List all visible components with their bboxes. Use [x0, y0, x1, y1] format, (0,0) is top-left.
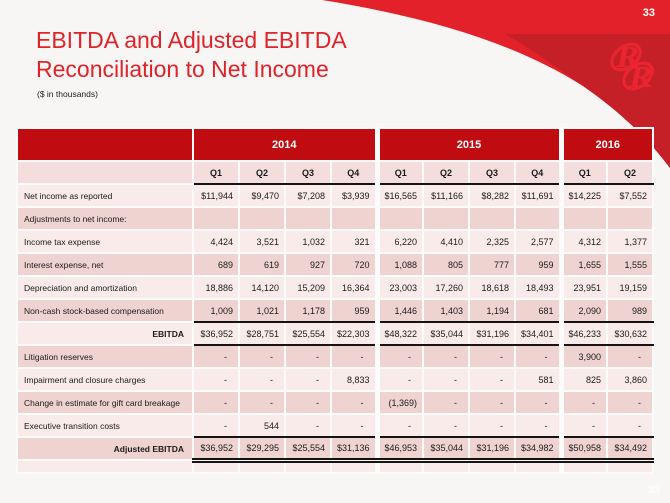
quarter-header: Q4 — [331, 161, 377, 184]
table-row — [17, 437, 653, 460]
cell-value: 777 — [469, 253, 515, 276]
table-row — [17, 184, 653, 207]
table-row-empty — [17, 460, 653, 473]
cell-value: 17,260 — [423, 276, 469, 299]
table-row — [17, 345, 653, 368]
cell-value: - — [193, 391, 239, 414]
cell-value: 1,178 — [285, 299, 331, 322]
year-header: 2016 — [561, 128, 653, 161]
cell-value: 4,410 — [423, 230, 469, 253]
cell-value: - — [285, 368, 331, 391]
cell-value: 3,900 — [561, 345, 607, 368]
quarter-row-label-cell — [17, 161, 193, 184]
cell-value: 1,655 — [561, 253, 607, 276]
table-corner-cell — [17, 128, 193, 161]
cell-value: 321 — [331, 230, 377, 253]
quarter-header: Q2 — [239, 161, 285, 184]
cell-value: - — [239, 368, 285, 391]
cell-value: $34,401 — [515, 322, 561, 345]
cell-value: $28,751 — [239, 322, 285, 345]
cell-value: 1,555 — [607, 253, 653, 276]
slide-title-line1: EBITDA and Adjusted EBITDA — [36, 27, 347, 53]
logo-letter-2: R — [630, 63, 653, 94]
cell-value — [193, 460, 239, 473]
year-header: 2015 — [377, 128, 561, 161]
cell-value: 959 — [515, 253, 561, 276]
table-row-years — [17, 128, 653, 161]
slide-subtitle: ($ in thousands) — [37, 89, 98, 99]
cell-value: - — [193, 345, 239, 368]
row-label: EBITDA — [17, 322, 193, 345]
cell-value: - — [607, 345, 653, 368]
cell-value — [561, 460, 607, 473]
cell-value: $16,565 — [377, 184, 423, 207]
cell-value: 720 — [331, 253, 377, 276]
cell-value: $11,944 — [193, 184, 239, 207]
cell-value: 18,493 — [515, 276, 561, 299]
cell-value: 8,833 — [331, 368, 377, 391]
cell-value — [469, 460, 515, 473]
cell-value: - — [607, 391, 653, 414]
cell-value — [331, 460, 377, 473]
cell-value: 1,194 — [469, 299, 515, 322]
cell-value: $25,554 — [285, 437, 331, 460]
cell-value: 1,088 — [377, 253, 423, 276]
row-label — [17, 460, 193, 473]
cell-value: 1,446 — [377, 299, 423, 322]
quarter-header: Q2 — [423, 161, 469, 184]
cell-value: 23,951 — [561, 276, 607, 299]
row-label: Depreciation and amortization — [17, 276, 193, 299]
cell-value: $8,282 — [469, 184, 515, 207]
cell-value: 2,577 — [515, 230, 561, 253]
red-robin-logo — [604, 36, 660, 96]
cell-value: 18,886 — [193, 276, 239, 299]
cell-value: 825 — [561, 368, 607, 391]
cell-value: 1,032 — [285, 230, 331, 253]
cell-value: - — [331, 391, 377, 414]
table-row — [17, 276, 653, 299]
cell-value: 989 — [607, 299, 653, 322]
page-number-top: 33 — [642, 7, 655, 19]
page-number-bottom: 33 — [647, 484, 660, 496]
cell-value — [469, 207, 515, 230]
cell-value: - — [469, 368, 515, 391]
quarter-header: Q2 — [607, 161, 653, 184]
row-label: Adjusted EBITDA — [17, 437, 193, 460]
logo-letter-1: R — [617, 43, 640, 74]
slide-title — [36, 26, 347, 84]
quarter-header: Q1 — [561, 161, 607, 184]
cell-value: - — [239, 345, 285, 368]
cell-value: - — [331, 414, 377, 437]
cell-value: $36,952 — [193, 322, 239, 345]
cell-value: 2,325 — [469, 230, 515, 253]
cell-value: (1,369) — [377, 391, 423, 414]
cell-value: - — [515, 414, 561, 437]
cell-value: - — [515, 391, 561, 414]
cell-value: 16,364 — [331, 276, 377, 299]
cell-value: 4,424 — [193, 230, 239, 253]
cell-value: $34,492 — [607, 437, 653, 460]
slide-title-line2: Reconciliation to Net Income — [36, 56, 329, 82]
row-label: Net income as reported — [17, 184, 193, 207]
cell-value — [515, 460, 561, 473]
table-row — [17, 414, 653, 437]
table-row — [17, 207, 653, 230]
cell-value: 1,403 — [423, 299, 469, 322]
cell-value: $48,322 — [377, 322, 423, 345]
cell-value: - — [239, 391, 285, 414]
cell-value: $9,470 — [239, 184, 285, 207]
table-row — [17, 368, 653, 391]
cell-value: 15,209 — [285, 276, 331, 299]
table-row-quarters — [17, 161, 653, 184]
cell-value: $35,044 — [423, 322, 469, 345]
cell-value: - — [193, 368, 239, 391]
cell-value: $34,982 — [515, 437, 561, 460]
table-row — [17, 230, 653, 253]
cell-value — [331, 207, 377, 230]
cell-value: 14,120 — [239, 276, 285, 299]
cell-value: 19,159 — [607, 276, 653, 299]
row-label: Income tax expense — [17, 230, 193, 253]
cell-value — [377, 460, 423, 473]
quarter-header: Q4 — [515, 161, 561, 184]
cell-value: - — [423, 345, 469, 368]
cell-value: 689 — [193, 253, 239, 276]
cell-value: $31,196 — [469, 322, 515, 345]
row-label: Impairment and closure charges — [17, 368, 193, 391]
cell-value — [239, 460, 285, 473]
cell-value: $29,295 — [239, 437, 285, 460]
cell-value: 1,009 — [193, 299, 239, 322]
cell-value: $11,166 — [423, 184, 469, 207]
cell-value: $25,554 — [285, 322, 331, 345]
cell-value — [515, 207, 561, 230]
cell-value: - — [469, 391, 515, 414]
cell-value: 959 — [331, 299, 377, 322]
cell-value: 1,021 — [239, 299, 285, 322]
cell-value: - — [515, 345, 561, 368]
cell-value: $14,225 — [561, 184, 607, 207]
cell-value: $7,208 — [285, 184, 331, 207]
cell-value: - — [423, 368, 469, 391]
cell-value: - — [377, 414, 423, 437]
cell-value: $36,952 — [193, 437, 239, 460]
cell-value: $46,953 — [377, 437, 423, 460]
cell-value: - — [193, 414, 239, 437]
cell-value: - — [377, 368, 423, 391]
reconciliation-table — [16, 127, 654, 474]
cell-value: $30,632 — [607, 322, 653, 345]
cell-value — [561, 207, 607, 230]
cell-value: - — [285, 414, 331, 437]
cell-value: - — [423, 414, 469, 437]
cell-value: - — [561, 391, 607, 414]
cell-value: - — [331, 345, 377, 368]
row-label: Change in estimate for gift card breakage — [17, 391, 193, 414]
cell-value: - — [469, 414, 515, 437]
cell-value: $11,691 — [515, 184, 561, 207]
cell-value — [607, 207, 653, 230]
cell-value: 681 — [515, 299, 561, 322]
cell-value: 2,090 — [561, 299, 607, 322]
cell-value: 581 — [515, 368, 561, 391]
row-label: Adjustments to net income: — [17, 207, 193, 230]
row-label: Litigation reserves — [17, 345, 193, 368]
row-label: Non-cash stock-based compensation — [17, 299, 193, 322]
cell-value: $46,233 — [561, 322, 607, 345]
row-label: Interest expense, net — [17, 253, 193, 276]
cell-value — [285, 460, 331, 473]
cell-value: - — [423, 391, 469, 414]
cell-value — [607, 460, 653, 473]
cell-value: 18,618 — [469, 276, 515, 299]
cell-value: $7,552 — [607, 184, 653, 207]
quarter-header: Q3 — [469, 161, 515, 184]
table-row — [17, 253, 653, 276]
cell-value: 805 — [423, 253, 469, 276]
cell-value: - — [285, 391, 331, 414]
table-row — [17, 391, 653, 414]
cell-value: 23,003 — [377, 276, 423, 299]
quarter-header: Q1 — [377, 161, 423, 184]
cell-value — [285, 207, 331, 230]
cell-value: 1,377 — [607, 230, 653, 253]
cell-value — [377, 207, 423, 230]
table-row — [17, 322, 653, 345]
cell-value — [423, 207, 469, 230]
cell-value: $3,939 — [331, 184, 377, 207]
cell-value: - — [285, 345, 331, 368]
cell-value — [423, 460, 469, 473]
cell-value: - — [607, 414, 653, 437]
cell-value: $35,044 — [423, 437, 469, 460]
cell-value: - — [561, 414, 607, 437]
cell-value: 6,220 — [377, 230, 423, 253]
cell-value: 3,860 — [607, 368, 653, 391]
year-header: 2014 — [193, 128, 377, 161]
cell-value: 619 — [239, 253, 285, 276]
cell-value: 4,312 — [561, 230, 607, 253]
row-label: Executive transition costs — [17, 414, 193, 437]
cell-value: - — [377, 345, 423, 368]
cell-value: 927 — [285, 253, 331, 276]
quarter-header: Q3 — [285, 161, 331, 184]
cell-value: - — [469, 345, 515, 368]
cell-value: $22,303 — [331, 322, 377, 345]
cell-value: $31,196 — [469, 437, 515, 460]
cell-value: 544 — [239, 414, 285, 437]
cell-value: $31,136 — [331, 437, 377, 460]
cell-value: $50,958 — [561, 437, 607, 460]
cell-value — [239, 207, 285, 230]
quarter-header: Q1 — [193, 161, 239, 184]
table-row — [17, 299, 653, 322]
cell-value — [193, 207, 239, 230]
cell-value: 3,521 — [239, 230, 285, 253]
